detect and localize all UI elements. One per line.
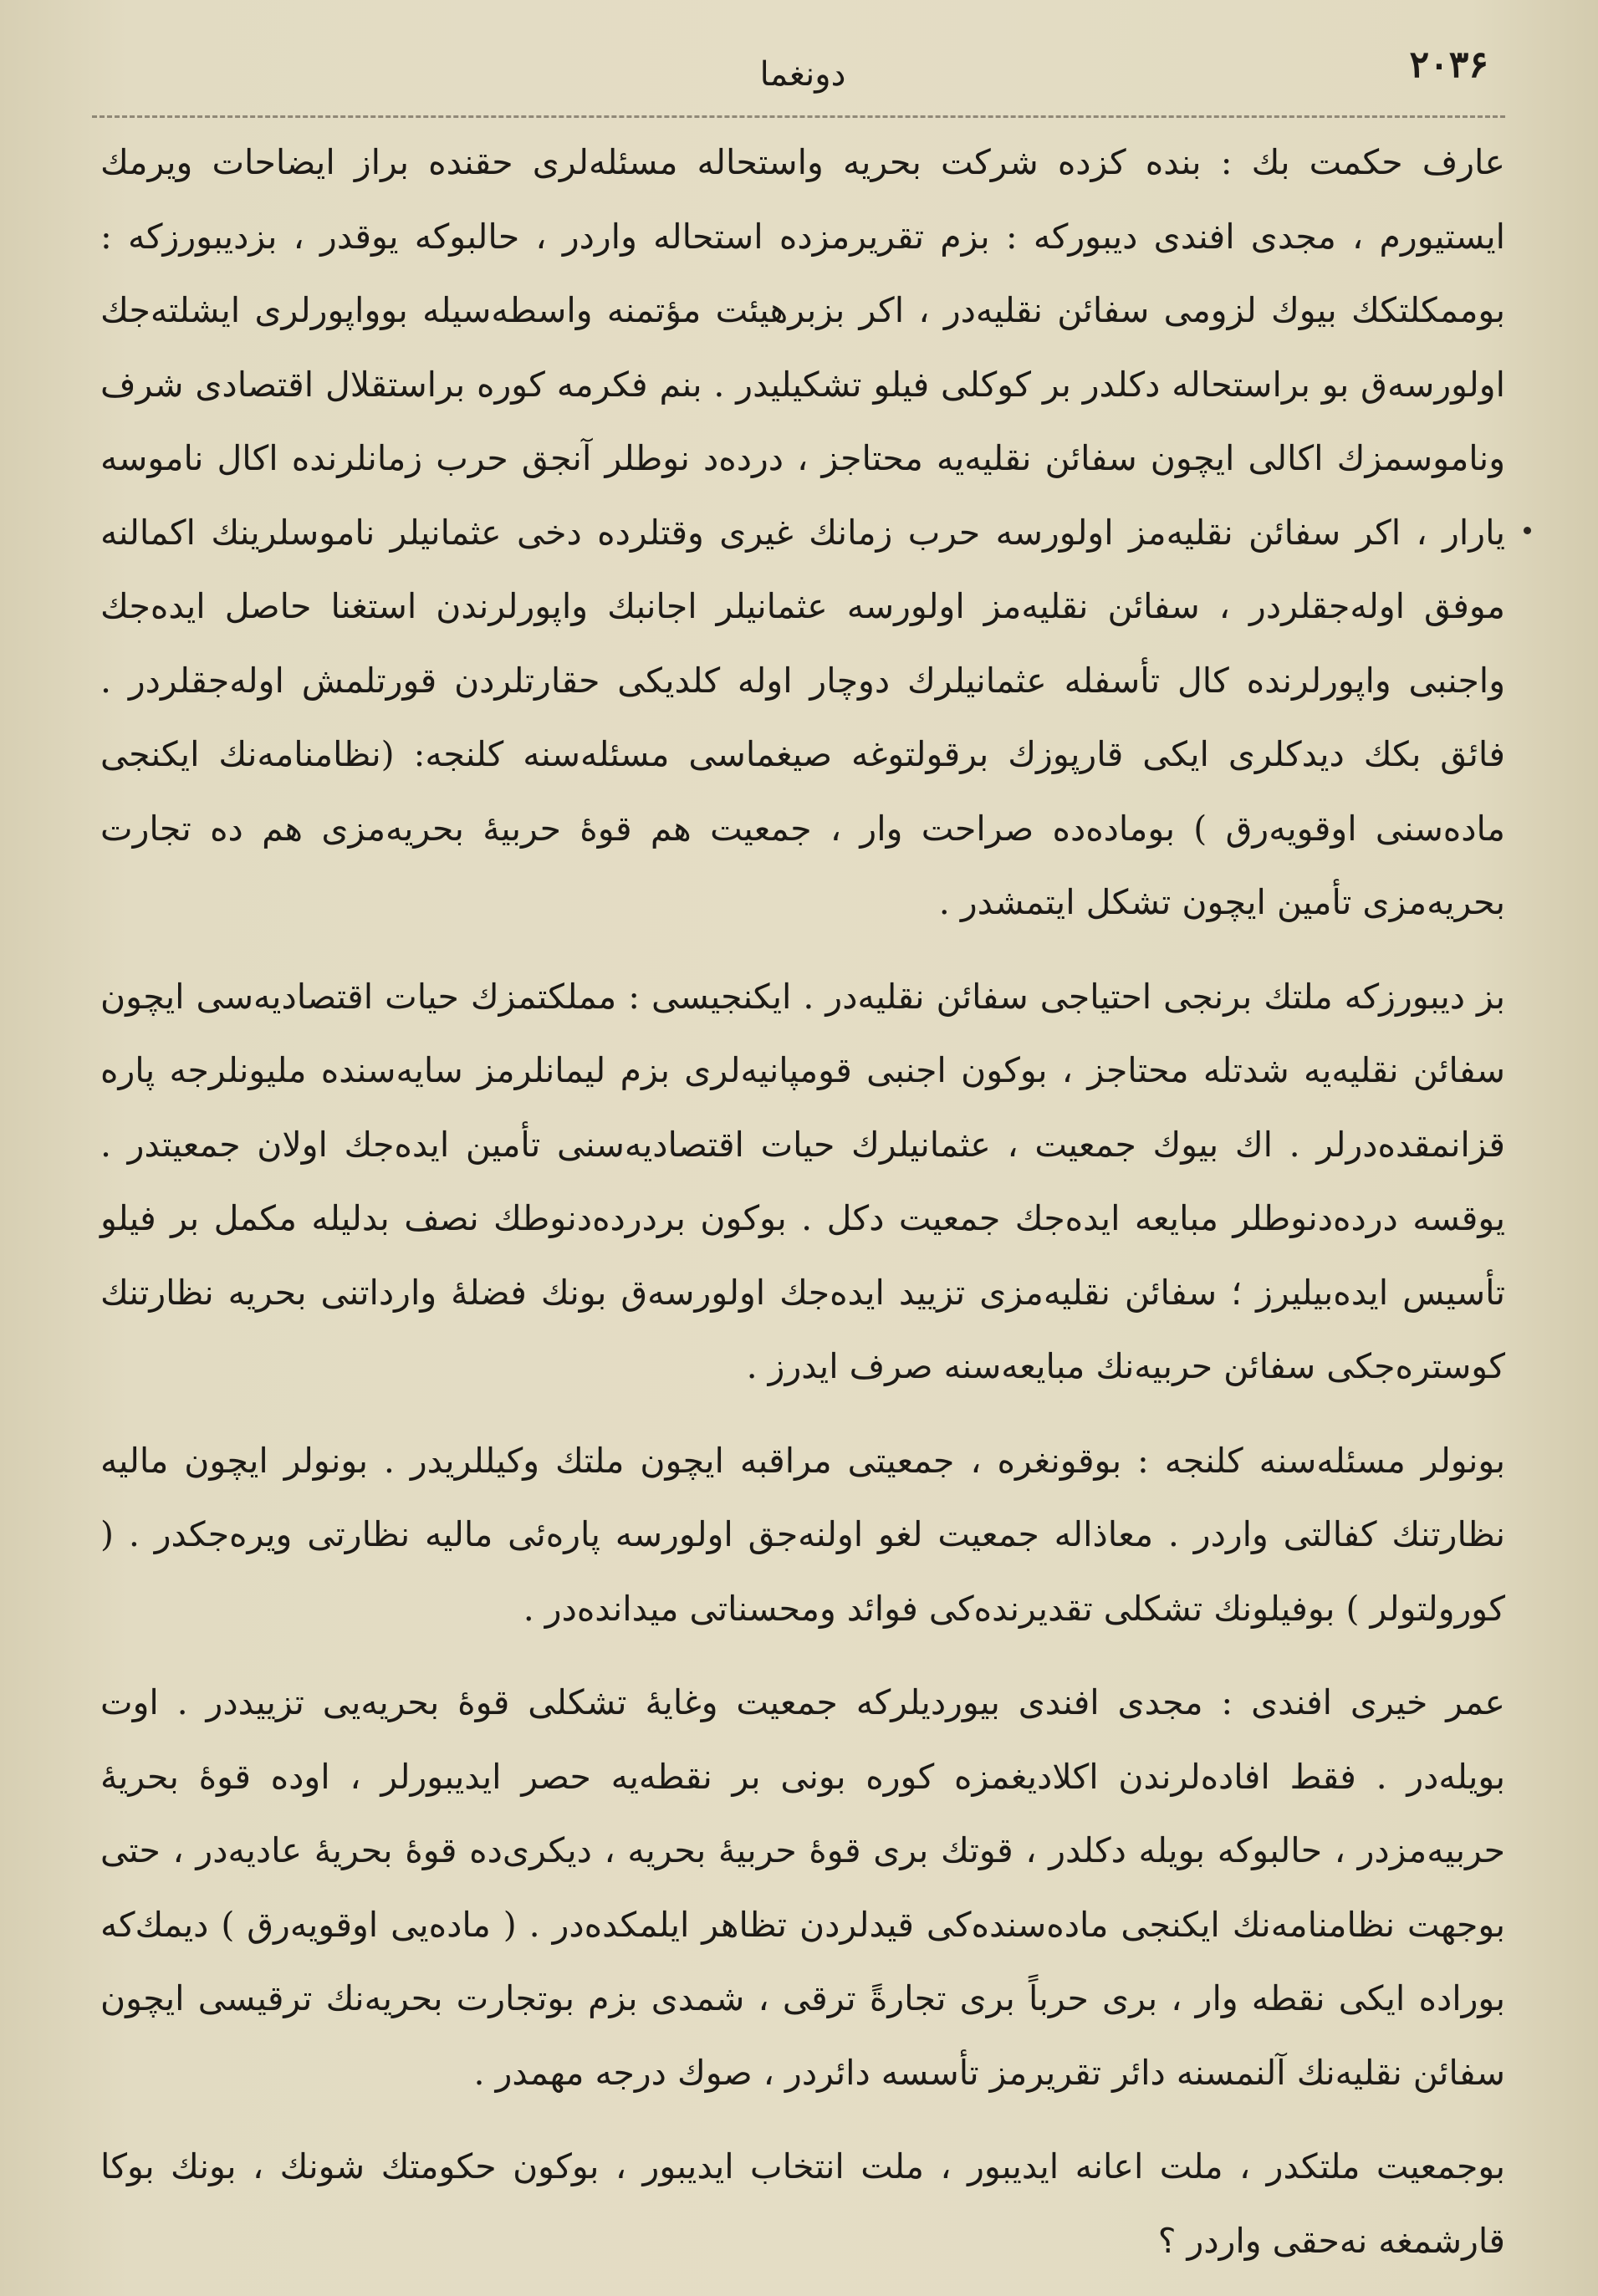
body-text bbox=[100, 125, 1505, 2278]
header-divider bbox=[92, 115, 1505, 118]
page-number: ۲۰۳۶ bbox=[1409, 43, 1488, 86]
paragraph-cemiyet-milletindir: بوجمعیت ملتکدر ، ملت اعانه ایدیبور ، ملت انتخاب ایدیبور ، بوکون حکومتك شونك ، بونك بوکا قارشمغه نه‌حقی واردر ؟ bbox=[100, 2146, 1505, 2261]
running-head: دونغما bbox=[759, 55, 846, 94]
paragraph-millet-ihtiyaci: بز دیبورزکه ملتك برنجی احتیاجی سفائن نقلیه‌در . ایکنجیسی : مملکتمزك حیات اقتصادیه‌سی ایچون سفائن نقلیه‌یه شدتله محتاجز ، بوکون اجنبی قومپانیه‌لری بزم لیمانلرمز سایه‌سنده ملیونلرجه پاره قزانمقده‌درلر . اك بیوك جمعیت ، عثمانیلرك حیات اقتصادیه‌سنی تأمین ایده‌جك اولان جمعیتدر . یوقسه درده‌دنوطلر مبایعه ایده‌جك جمعیت دکل . بوکون بردرده‌دنوطك نصف بدلیله مکمل بر فیلو تأسیس ایده‌بیلیرز ؛ سفائن نقلیه‌مزی تزیید ایده‌جك اولورسه‌ق بونك فضلهٔ وارداتنی بحریه نظارتنك کوستره‌جکی سفائن حربیه‌نك مبایعه‌سنه صرف ایدرز . bbox=[100, 976, 1505, 1386]
paragraph-omer-hayri: عمر خیری افندی : مجدی افندی بیوردیلرکه جمعیت وغایهٔ تشکلی قوهٔ بحریه‌یی تزییددر . اوت بویله‌در . فقط افاده‌لرندن اکلادیغمزه کوره بونی بر نقطه‌یه حصر ایدیبورلر ، اوده قوهٔ بحریهٔ حربیه‌مزدر ، حالبوکه بویله دکلدر ، قوتك بری قوهٔ حربیهٔ بحریه ، دیکری‌ده قوهٔ بحریهٔ عادیه‌در ، حتی بوجهت نظامنامه‌نك ایکنجی ماده‌سنده‌کی قیدلردن تظاهر ایلمکده‌در . ( ماده‌یی اوقویه‌رق ) دیمك‌که بوراده ایکی نقطه وار ، بری حرباً بری تجارةً ترقی ، شمدی بزم بوتجارت بحریه‌نك ترقیسی ایچون سفائن نقلیه‌نك آلنمسنه دائر تقریرمز تأسسه دائردر ، صوك درجه مهمدر . bbox=[100, 1682, 1505, 2093]
paragraph-arif-hikmet: عارف حکمت بك : بنده کزده شرکت بحریه واستحاله مسئله‌لری حقنده براز ایضاحات ویرمك ایستیورم ، مجدی افندی دیبورکه : بزم تقریرمزده استحاله واردر ، حالبوکه یوقدر ، بزدیبورزکه : بوممکلتكك بیوك لزومی سفائن نقلیه‌در ، اکر بزبرهیئت مؤتمنه واسطه‌سیله بوواپورلری ایشلته‌جك اولورسه‌ق بو براستحاله دکلدر بر کوکلی فیلو تشکیلیدر . بنم فکرمه کوره براستقلال اقتصادی شرف وناموسمزك اکالی ایچون سفائن نقلیه‌یه محتاجز ، درده‌د نوطلر آنجق حرب زمانلرنده اکال ناموسه یارار ، اکر سفائن نقلیه‌مز اولورسه حرب زمانك غیری وقتلرده دخی عثمانیلر ناموسلرینك اکمالنه موفق اوله‌جقلردر ، سفائن نقلیه‌مز اولورسه عثمانیلر اجانبك واپورلرندن استغنا حاصل ایده‌جك واجنبی واپورلرنده کال تأسفله عثمانیلرك دوچار اوله کلدیکی حقارتلردن قورتلمش اوله‌جقلردر . فائق بکك دیدکلری ایکی قارپوزك برقولتوغه صیغماسی مسئله‌سنه کلنجه: (نظامنامه‌نك ایکنجی ماده‌سنی اوقویه‌رق ) بوماده‌ده صراحت وار ، جمعیت هم قوهٔ حربیهٔ بحریه‌مزی هم ده تجارت بحریه‌مزی تأمین ایچون تشکل ایتمشدر . bbox=[100, 142, 1505, 922]
page-header bbox=[92, 43, 1514, 110]
paragraph-bonolar: بونولر مسئله‌سنه کلنجه : بوقونغره ، جمعیتی مراقبه ایچون ملتك وکیللریدر . بونولر ایچون مالیه نظارتنك کفالتی واردر . معاذاله جمعیت لغو اولنه‌جق اولورسه پاره‌ئی مالیه نظارتی ویره‌جکدر . ( کورولتولر ) بوفیلونك تشکلی تقدیرنده‌کی فوائد ومحسناتی میدانده‌در . bbox=[100, 1440, 1505, 1629]
margin-mark bbox=[1524, 527, 1531, 534]
